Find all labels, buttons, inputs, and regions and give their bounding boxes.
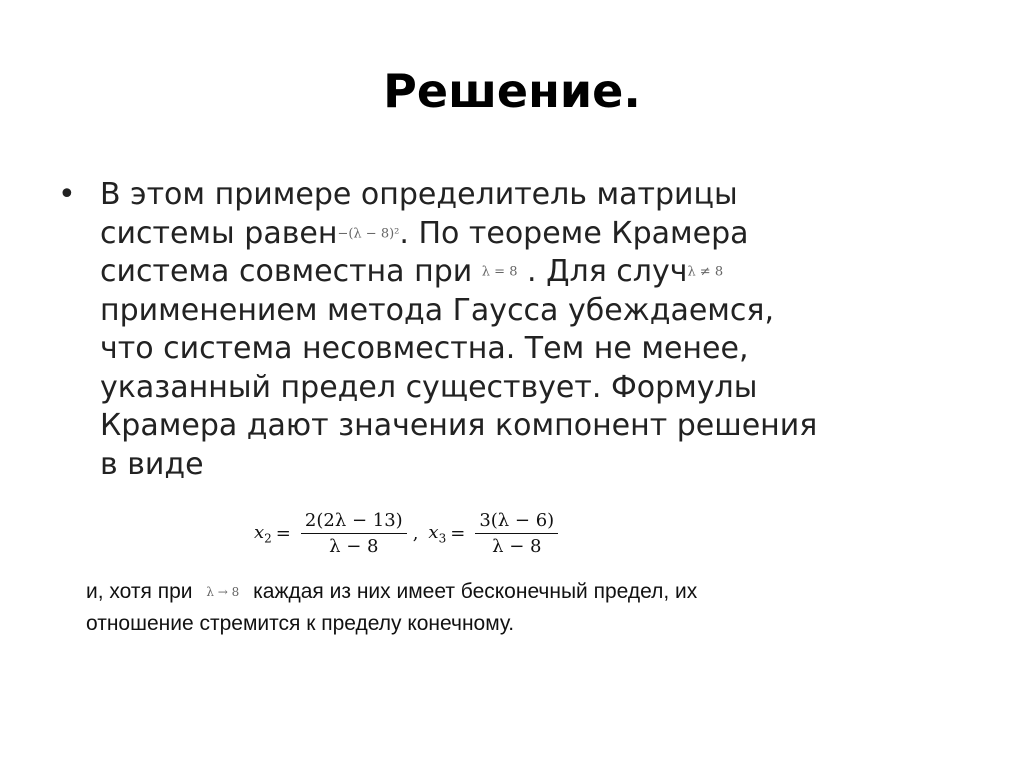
note-text-3: отношение стремится к пределу конечному.	[86, 611, 515, 635]
x3-letter: x	[428, 521, 439, 543]
equals-sign: =	[450, 523, 466, 544]
bullet-line-7	[100, 407, 958, 446]
math-lambda-neq-8: λ ≠ 8	[687, 264, 724, 280]
x2-symbol	[254, 522, 272, 546]
bullet-line-3	[100, 253, 958, 292]
bullet-icon: •	[58, 177, 76, 212]
line-text: применением метода Гаусса убеждаемся,	[100, 292, 775, 328]
x2-denominator: λ − 8	[329, 536, 379, 557]
bullet-line-5	[100, 330, 958, 369]
math-lambda-eq-8: λ = 8	[481, 264, 518, 280]
bullet-line-8	[100, 446, 958, 485]
line-text: система совместна при	[100, 254, 473, 289]
line-text: Крамера дают значения компонент решения	[100, 408, 818, 443]
x3-denominator: λ − 8	[492, 536, 542, 557]
x2-numerator: 2(2λ − 13)	[301, 510, 407, 534]
line-text: что система несовместна. Тем не менее,	[100, 331, 749, 366]
x3-symbol	[428, 522, 446, 546]
note-text-1: и, хотя при	[86, 580, 193, 603]
x3-fraction	[475, 510, 558, 557]
line-text: указанный предел существует. Формулы	[100, 369, 758, 405]
x2-fraction	[301, 510, 407, 557]
bullet-line-6	[100, 369, 958, 408]
bullet-line-1	[100, 176, 958, 215]
line-text: системы равен	[100, 215, 338, 251]
cramer-formula	[254, 510, 564, 557]
bullet-paragraph	[58, 176, 958, 484]
line-text: в виде	[100, 446, 204, 482]
note-text-2: каждая из них имеет бесконечный предел, их	[253, 580, 698, 603]
math-lambda-to-8: λ → 8	[206, 584, 240, 599]
note-paragraph	[86, 576, 946, 639]
equals-sign: =	[275, 523, 291, 544]
comma-separator: ,	[412, 523, 419, 544]
line-text: В этом примере определитель матрицы	[100, 177, 738, 212]
bullet-line-4	[100, 292, 958, 331]
math-determinant: −(λ − 8)²	[337, 225, 400, 241]
x2-letter: x	[254, 521, 265, 543]
line-text-tail: . По теореме Крамера	[399, 215, 749, 251]
bullet-lines	[100, 176, 958, 484]
bullet-line-2	[100, 215, 958, 254]
x3-numerator: 3(λ − 6)	[475, 510, 558, 534]
slide-title: Решение.	[383, 64, 641, 118]
x2-subscript: 2	[264, 531, 272, 546]
x3-subscript: 3	[438, 531, 447, 546]
line-text-tail: . Для случ	[527, 254, 688, 289]
